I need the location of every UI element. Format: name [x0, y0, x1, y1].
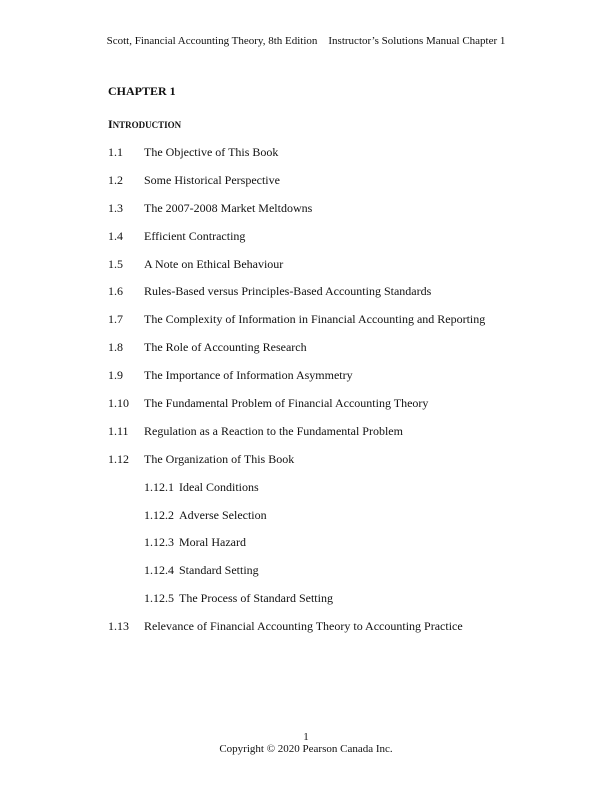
running-header: Scott, Financial Accounting Theory, 8th Edition Instructor’s Solutions Manual Chapter 1	[106, 35, 506, 47]
toc-item-1-4	[108, 229, 558, 257]
toc-item-title: Adverse Selection	[179, 507, 267, 522]
toc-item-1-1	[108, 145, 558, 173]
toc-item-title: The Organization of This Book	[144, 451, 295, 466]
toc-item-title: Regulation as a Reaction to the Fundamental Problem	[144, 423, 403, 438]
copyright-notice: Copyright © 2020 Pearson Canada Inc.	[219, 743, 393, 755]
toc-item-title: The Objective of This Book	[144, 145, 279, 159]
toc-item-title: Ideal Conditions	[179, 479, 259, 494]
toc-item-number: 1.5	[108, 256, 123, 271]
toc-item-1-13	[108, 619, 558, 647]
toc-subitem-1-12-3	[108, 535, 558, 563]
toc-item-title: The Fundamental Problem of Financial Accounting Theory	[144, 396, 429, 411]
toc-item-title: The Complexity of Information in Financial Accounting and Reporting	[144, 312, 486, 327]
toc-item-number: 1.12	[108, 451, 129, 466]
toc-item-number: 1.10	[108, 396, 129, 411]
toc-item-number: 1.12.3	[144, 535, 174, 550]
toc-item-title: Relevance of Financial Accounting Theory to Accounting Practice	[144, 619, 463, 634]
toc-item-title: The Importance of Information Asymmetry	[144, 368, 353, 383]
toc-item-title: The Process of Standard Setting	[179, 591, 333, 606]
page-number: 1	[303, 731, 309, 743]
toc-item-title: Rules-Based versus Principles-Based Accounting Standards	[144, 284, 432, 299]
toc-item-number: 1.12.4	[144, 563, 174, 578]
section-title	[108, 117, 181, 132]
toc-subitem-1-12-5	[108, 591, 558, 619]
toc-item-1-10	[108, 396, 558, 424]
toc-item-1-11	[108, 424, 558, 452]
toc-item-number: 1.1	[108, 145, 123, 159]
toc-item-1-8	[108, 340, 558, 368]
toc-item-title: Efficient Contracting	[144, 228, 246, 243]
toc-item-number: 1.4	[108, 228, 123, 243]
toc-item-title: The Role of Accounting Research	[144, 340, 307, 355]
toc-item-number: 1.13	[108, 619, 129, 634]
toc-item-1-9	[108, 368, 558, 396]
toc-item-1-6	[108, 284, 558, 312]
table-of-contents	[108, 145, 558, 647]
toc-item-1-7	[108, 312, 558, 340]
section-title-initial: I	[108, 117, 113, 131]
toc-item-number: 1.12.5	[144, 591, 174, 606]
toc-item-number: 1.11	[108, 423, 129, 438]
toc-item-1-12	[108, 452, 558, 480]
toc-item-1-3	[108, 201, 558, 229]
toc-item-title: Moral Hazard	[179, 535, 246, 550]
toc-item-title: The 2007-2008 Market Meltdowns	[144, 200, 313, 215]
chapter-title: CHAPTER 1	[108, 84, 176, 98]
toc-item-number: 1.8	[108, 340, 123, 355]
toc-item-number: 1.3	[108, 200, 123, 215]
toc-subitem-1-12-2	[108, 508, 558, 536]
toc-item-number: 1.2	[108, 172, 123, 187]
toc-item-title: Standard Setting	[179, 563, 259, 578]
toc-subitem-1-12-1	[108, 480, 558, 508]
toc-item-number: 1.6	[108, 284, 123, 299]
toc-item-number: 1.9	[108, 368, 123, 383]
toc-item-title: A Note on Ethical Behaviour	[144, 256, 284, 271]
toc-item-title: Some Historical Perspective	[144, 172, 280, 187]
toc-item-number: 1.7	[108, 312, 123, 327]
toc-item-number: 1.12.1	[144, 479, 174, 494]
toc-item-1-2	[108, 173, 558, 201]
section-title-rest: NTRODUCTION	[112, 120, 182, 130]
toc-item-1-5	[108, 257, 558, 285]
toc-subitem-1-12-4	[108, 563, 558, 591]
toc-item-number: 1.12.2	[144, 507, 174, 522]
